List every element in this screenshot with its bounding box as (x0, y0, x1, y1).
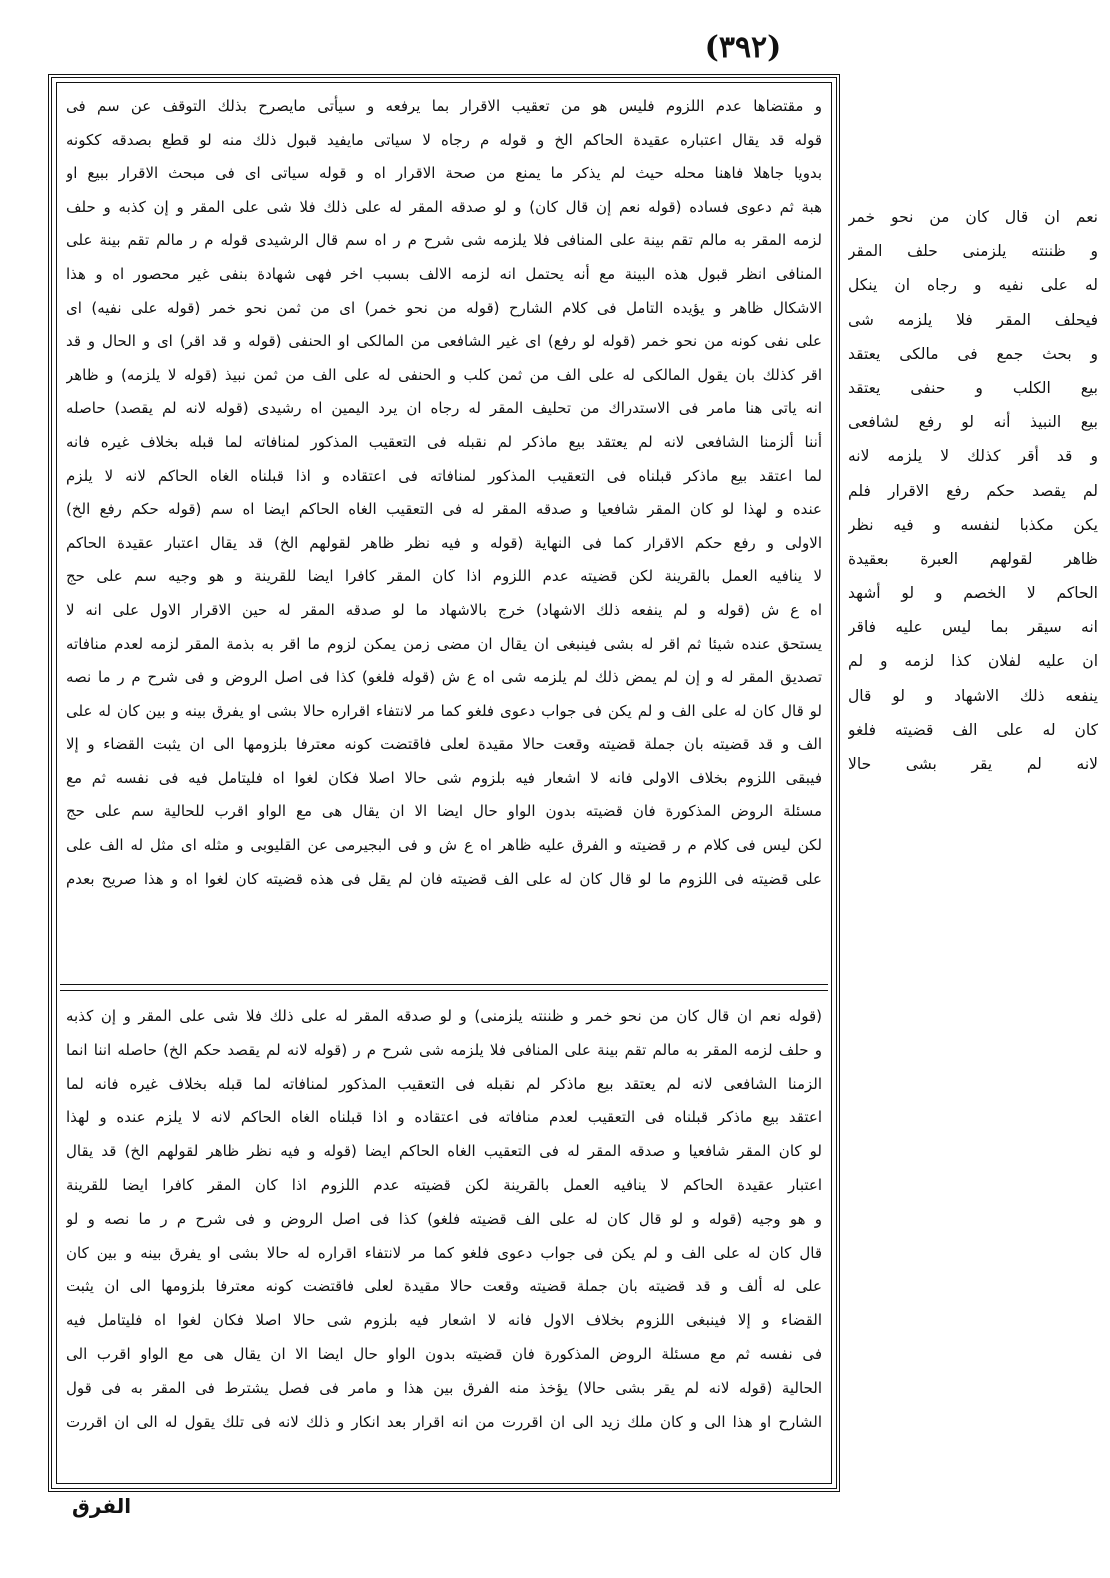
margin-line: انه سيقر بما ليس عليه فاقر (848, 618, 1098, 637)
text-line: الاشكال ظاهر و يؤيده التامل فى كلام الشارح (قوله من نحو خمر) اى من ثمن نحو خمر (قوله على نفيه) اى (66, 298, 822, 317)
text-line: اعتبار عقيدة الحاكم لا ينافيه العمل بالقرينة لكن قضيته عدم اللزوم اذا كان المقر كافرا ايضا للقرينة (66, 1175, 822, 1194)
text-line: على قضيته فى اللزوم ما لو قال كان له على الف قضيته فان لم يقل فى هذه قضيته كان لغوا اه و هذا صريح بعدم (66, 869, 822, 888)
margin-line: و بحث جمع فى مالكى يعتقد (848, 344, 1098, 363)
margin-matn-text (848, 200, 1098, 773)
margin-line: ظاهر لقولهم العبرة بعقيدة (848, 549, 1098, 568)
text-line: و هو وجيه (قوله و لو قال كان له على الف قضيته فلغو) كذا فى اصل الروض و فى شرح م ر ما نصه و لو (66, 1209, 822, 1228)
text-line: الشارح او هذا الى و كان ملك زيد الى ان اقررت من انه اقرار بعد انكار و ذلك لانه فى تلك يقول له الى ان اقررت (66, 1412, 822, 1431)
text-line: و حلف لزمه المقر به مالم تقم بينة على المنافى فلا يلزمه شى شرح م ر (قوله لانه لم يقصد حكم الخ) حاصله اننا انما (66, 1040, 822, 1059)
text-line: مسئلة الروض المذكورة فان قضيته بدون الواو حال ايضا الا ان يقال هى مع الواو اقرب للحالية سم على حج (66, 802, 822, 821)
text-line: لما اعتقد بيع ماذكر قبلناه فى التعقيب المذكور لمنافاته فى اعتقاده و اذا قبلناه الغاه الحاكم لانه لا يلزم (66, 466, 822, 485)
margin-line: له على نفيه و رجاه ان ينكل (848, 276, 1098, 295)
text-line: اعتقد بيع ماذكر قبلناه فى التعقيب لعدم منافاته فى اعتقاده و اذا قبلناه الغاه الحاكم لانه لا يلزم عنده و لهذا (66, 1108, 822, 1127)
text-line: أننا ألزمنا الشافعى لانه لم يعتقد بيع ماذكر لم نقبله فى التعقيب المذكور لمنافاته لما قبله بخلاف غيره فانه (66, 432, 822, 451)
text-line: فيبقى اللزوم بخلاف الاولى فانه لا اشعار فيه بلزوم شى حالا اصلا فكان لغوا اه فليتامل فيه فى نفسه ثم مع (66, 768, 822, 787)
margin-line: نعم ان قال كان من نحو خمر (848, 208, 1098, 226)
text-line: المنافى انظر قبول هذه البينة مع أنه يحتمل انه لزمه الالف بسبب اخر فهى شهادة بنفى غير محصور اه و هذا (66, 264, 822, 283)
text-line: فى نفسه ثم مع مسئلة الروض المذكورة فان قضيته بدون الواو حال ايضا الا ان يقال هى مع الواو اقرب الى (66, 1344, 822, 1363)
text-line: لكن ليس فى كلام م ر قضيته و الفرق عليه ظاهر اه ع ش و فى البجيرمى عن القليوبى و مثله اى مثل له الف على (66, 836, 822, 855)
margin-line: و قد أقر كذلك لا يلزمه لانه (848, 447, 1098, 466)
margin-line: بيع الكلب و حنفى يعتقد (848, 378, 1098, 397)
text-line: (قوله نعم ان قال كان من نحو خمر و ظننته يلزمنى) و لو صدقه المقر له على ذلك فلا شى على المقر و إن كذبه (66, 1007, 822, 1025)
section-divider-secondary (60, 990, 828, 991)
text-line: عنده و لهذا لو كان المقر شافعيا و صدقه المقر له فى التعقيب الغاه الحاكم ايضا اه سم (قوله حكم رفع الخ) (66, 500, 822, 519)
text-line: على له ألف و قد قضيته بان جملة قضيته وقعت حالا مقيدة لعلى فاقتضت كونه معترفا بلزومها الى ان يثبت (66, 1277, 822, 1296)
main-commentary-text (60, 90, 828, 980)
text-line: تصديق المقر له و إن لم يمض ذلك لم يلزمه شى اه ع ش (قوله فلغو) كذا فى اصل الروض و فى شرح م ر ما نصه (66, 668, 822, 687)
page-number: (٣٩٢) (704, 30, 782, 65)
margin-line: الحاكم لا الخصم و لو أشهد (848, 584, 1098, 603)
text-line: هبة ثم دعوى فساده (قوله نعم إن قال كان) و لو صدقه المقر له على ذلك فلا شى على المقر و إن كذبه و حلف (66, 197, 822, 216)
margin-line: لانه لم يقر بشى حالا (848, 755, 1098, 773)
margin-line: لم يقصد حكم رفع الاقرار فلم (848, 481, 1098, 500)
text-line: قال كان له على الف و لم يكن فى جواب دعوى فلغو كما مر لانتفاء اقراره له حالا بشى او يفرق بينه و بين كان (66, 1243, 822, 1262)
section-divider (60, 984, 828, 985)
catchword: الفرق (72, 1494, 132, 1518)
margin-line: بيع النبيذ أنه لو رفع لشافعى (848, 413, 1098, 432)
margin-line: ينفعه ذلك الاشهاد و لو قال (848, 686, 1098, 705)
text-line: لزمه المقر به مالم تقم بينة على المنافى فلا يلزمه شى شرح م ر اه سم قال الرشيدى قوله م ر مالم تقم بينة على (66, 231, 822, 250)
text-line: لو قال كان له على الف و لم يكن فى جواب دعوى فلغو كما مر لانتفاء اقراره حالا بشى او يفرق بينه و بين كان له على (66, 701, 822, 720)
margin-line: ان عليه لفلان كذا لزمه و لم (848, 652, 1098, 671)
text-line: الزمنا الشافعى لانه لم يعتقد بيع ماذكر لم نقبله فى التعقيب المذكور لمنافاته لما قبله بخلاف غيره فانه لما (66, 1074, 822, 1093)
text-line: الف و قد قضيته بان جملة قضيته وقعت حالا مقيدة لعلى فاقتضت كونه معترفا بلزومها الى ان يثبت القضاء و إلا (66, 735, 822, 754)
text-line: لا ينافيه العمل بالقرينة لكن قضيته عدم اللزوم اذا كان المقر كافرا ايضا للقرينة و هو وجيه سم على حج (66, 567, 822, 586)
text-line: لو كان المقر شافعيا و صدقه المقر له فى التعقيب الغاه الحاكم ايضا (قوله و فيه نظر ظاهر لقولهم الخ) قد يقال (66, 1142, 822, 1161)
lower-commentary-text (60, 1000, 828, 1480)
text-line: انه ياتى هنا مامر فى الاستدراك من تحليف المقر له رجاه ان يرد اليمين اه رشيدى (قوله لانه لم يقصد) حاصله (66, 399, 822, 418)
margin-line: يكن مكذبا لنفسه و فيه نظر (848, 515, 1098, 534)
text-line: الاولى و رفع حكم الاقرار كما فى النهاية (قوله و فيه نظر ظاهر لقولهم الخ) قد يقال اعتبار عقيدة الحاكم (66, 533, 822, 552)
text-line: يستحق عنده شيئا ثم اقر له بشى فينبغى ان يقال ان مضى زمن يمكن لزوم ما اقر به بذمة المقر لزمه لعدم منافاته (66, 634, 822, 653)
text-line: على نفى كونه من نحو خمر (قوله لو رفع) اى غير الشافعى من المالكى او الحنفى (قوله و قد اقر) اى و الحال و قد (66, 332, 822, 351)
margin-line: كان له على الف قضيته فلغو (848, 720, 1098, 739)
text-line: و مقتضاها عدم اللزوم فليس هو من تعقيب الاقرار بما يرفعه و سيأتى مايصرح بذلك التوقف عن سم فى (66, 97, 822, 115)
margin-line: فيحلف المقر فلا يلزمه شى (848, 310, 1098, 329)
text-line: القضاء و إلا فينبغى اللزوم بخلاف الاول فانه لا اشعار فيه بلزوم شى حالا اصلا فكان لغوا اه فليتامل فيه (66, 1311, 822, 1330)
text-line: قوله قد يقال اعتباره عقيدة الحاكم الخ و قوله م رجاه لا سياتى مايفيد قبول ذلك منه لو قطع بصدقه ككونه (66, 130, 822, 149)
text-line: بدويا جاهلا فاهنا محله حيث لم يذكر ما يمنع من صحة الاقرار اه و قوله سياتى اى فى مبحث الاقرار ببيع او (66, 164, 822, 183)
margin-line: و ظننته يلزمنى حلف المقر (848, 242, 1098, 261)
text-line: اقر كذلك بان يقول المالكى له على الف من ثمن كلب و الحنفى له على الف من ثمن نبيذ (قوله لا يلزمه) و ظاهر (66, 365, 822, 384)
text-line: الحالية (قوله لانه لم يقر بشى حالا) يؤخذ منه الفرق بين هذا و مامر فى فصل يشترط فى المقر به فى قول (66, 1378, 822, 1397)
text-line: اه ع ش (قوله و لم ينفعه ذلك الاشهاد) خرج بالاشهاد ما لو صدقه المقر له حين الاقرار الاول على انه لا (66, 600, 822, 619)
